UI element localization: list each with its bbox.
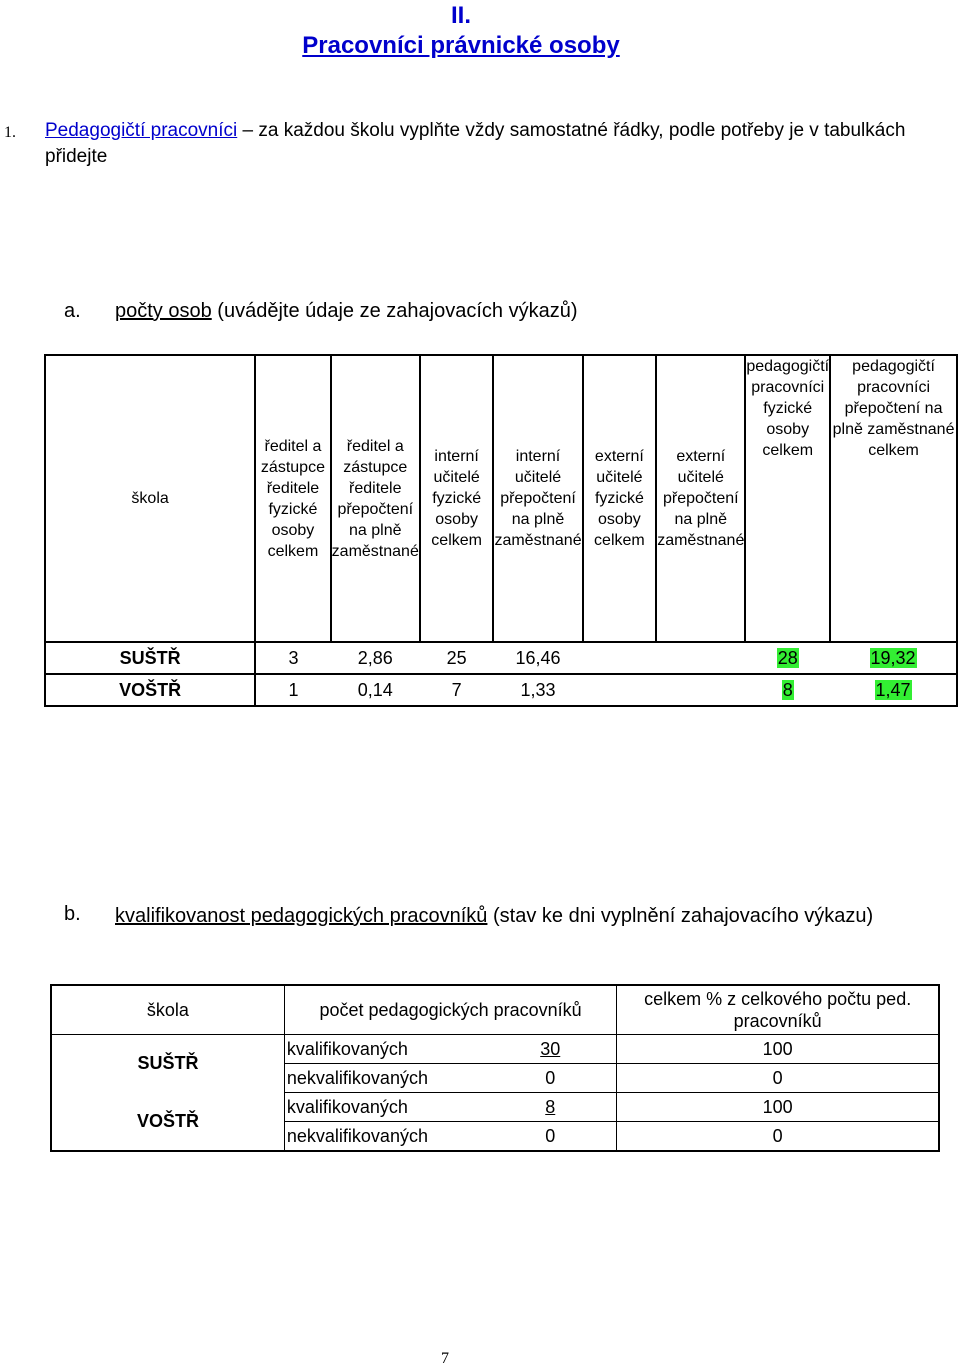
- highlighted-value: 1,47: [875, 679, 911, 700]
- percent-value: 0: [617, 1122, 939, 1152]
- page-number: 7: [441, 1350, 449, 1367]
- header-count: počet pedagogických pracovníků: [284, 985, 616, 1035]
- row-school: SUŠTŘ: [45, 642, 255, 674]
- cell-value: [583, 642, 657, 674]
- cell-value: [745, 674, 830, 706]
- subsection-b-text: (stav ke dni vyplnění zahajovacího výkazu): [487, 905, 874, 927]
- cell-value: 25: [420, 642, 494, 674]
- page-title: Pracovníci právnické osoby: [302, 32, 620, 59]
- header-internal-persons: interní učitelé fyzické osoby celkem: [420, 355, 494, 642]
- qualification-label: kvalifikovaných: [284, 1093, 484, 1122]
- section-intro: [45, 118, 945, 170]
- count-value: [484, 1093, 617, 1122]
- cell-value: [830, 674, 957, 706]
- cell-value: 7: [420, 674, 494, 706]
- school-name: SUŠTŘ: [137, 1053, 199, 1074]
- cell-value: [656, 642, 745, 674]
- qualification-table: [50, 984, 940, 1152]
- qualification-label: kvalifikovaných: [284, 1035, 484, 1064]
- header-school: škola: [51, 985, 284, 1035]
- table-row: [45, 674, 957, 706]
- count-value: 0: [545, 1125, 556, 1146]
- subsection-a-link[interactable]: počty osob: [115, 300, 212, 322]
- subsection-b-letter: b.: [64, 903, 81, 925]
- section-intro-text: – za každou školu vyplňte vždy samostatné řádky, podle potřeby je v tabulkách přidejte: [45, 120, 906, 167]
- cell-value: 1,33: [493, 674, 582, 706]
- percent-value: 100: [617, 1093, 939, 1122]
- count-number: 8: [545, 1096, 556, 1117]
- table-row: [51, 1035, 939, 1064]
- section-number: 1.: [4, 124, 16, 141]
- count-number: 30: [540, 1038, 561, 1059]
- header-pedagogical-fte: pedagogičtí pracovníci přepočtení na plně zaměstnané celkem: [830, 355, 957, 642]
- cell-value: [830, 642, 957, 674]
- percent-value: 0: [617, 1064, 939, 1093]
- subsection-b-heading: [115, 903, 935, 929]
- count-value: 0: [484, 1064, 617, 1093]
- cell-value: 1: [255, 674, 330, 706]
- row-school: VOŠTŘ: [45, 674, 255, 706]
- header-percent: celkem % z celkového počtu ped. pracovníků: [617, 985, 939, 1035]
- header-director-fte: ředitel a zástupce ředitele přepočtení na plně zaměstnané: [331, 355, 420, 642]
- school-name: VOŠTŘ: [136, 1110, 199, 1131]
- subsection-a-heading: [115, 300, 578, 323]
- subsection-b-link[interactable]: kvalifikovanost pedagogických pracovníků: [115, 905, 488, 927]
- cell-value: 0,14: [331, 674, 420, 706]
- header-pedagogical-persons: pedagogičtí pracovníci fyzické osoby celkem: [745, 355, 830, 642]
- cell-value: 3: [255, 642, 330, 674]
- count-value: [484, 1035, 617, 1064]
- table-row: [51, 1093, 939, 1122]
- header-director-persons: ředitel a zástupce ředitele fyzické osoby celkem: [255, 355, 330, 642]
- cell-value: 16,46: [493, 642, 582, 674]
- header-external-persons: externí učitelé fyzické osoby celkem: [583, 355, 657, 642]
- cell-value: [583, 674, 657, 706]
- highlighted-value: 28: [777, 647, 798, 668]
- cell-value: 2,86: [331, 642, 420, 674]
- highlighted-value: 8: [782, 679, 793, 700]
- section-intro-link[interactable]: Pedagogičtí pracovníci: [45, 120, 238, 141]
- table-row: [45, 642, 957, 674]
- staff-counts-table: [44, 354, 958, 707]
- cell-value: [656, 674, 745, 706]
- header-internal-fte: interní učitelé přepočtení na plně zaměstnané: [493, 355, 582, 642]
- header-school: škola: [45, 355, 255, 642]
- highlighted-value: 19,32: [870, 647, 916, 668]
- subsection-a-text: (uvádějte údaje ze zahajovacích výkazů): [211, 300, 578, 322]
- qualification-label: nekvalifikovaných: [284, 1122, 484, 1152]
- percent-value: 100: [617, 1035, 939, 1064]
- cell-value: [745, 642, 830, 674]
- qualification-label: nekvalifikovaných: [284, 1064, 484, 1093]
- subsection-a-letter: a.: [64, 300, 81, 322]
- section-roman-numeral: II.: [450, 2, 471, 29]
- header-external-fte: externí učitelé přepočtení na plně zaměstnané: [656, 355, 745, 642]
